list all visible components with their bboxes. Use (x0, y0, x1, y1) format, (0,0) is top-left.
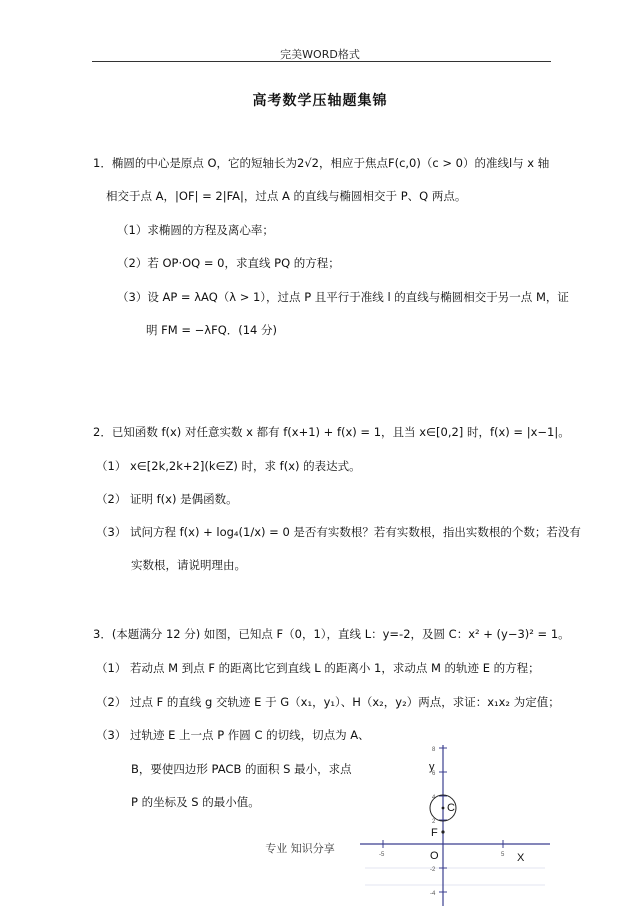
x-tick-label: 5 (501, 852, 505, 858)
circle-center-point (442, 807, 445, 810)
grid-lines (365, 868, 545, 885)
p1-line-2: 相交于点 A，|OF| = 2|FA|，过点 A 的直线与椭圆相交于 P、Q 两点。 (106, 189, 467, 203)
y-tick-label: 4 (432, 795, 436, 801)
p2-item-3-cont: 实数根，请说明理由。 (131, 558, 246, 572)
p1-line-1: 1．椭圆的中心是原点 O，它的短轴长为2√2，相应于焦点F(c,0)（c > 0）的准线l与 x 轴 (93, 156, 550, 170)
p3-item-2: （2） 过点 F 的直线 g 交轨迹 E 于 G（x₁，y₁）、H（x₂，y₂）两点，求证：x₁x₂ 为定值； (96, 695, 560, 709)
y-tick-label: 8 (432, 747, 436, 753)
y-tick-label: -2 (430, 867, 436, 873)
origin-label: O (430, 850, 439, 862)
p2-item-3: （3） 试问方程 f(x) + log₄(1/x) = 0 是否有实数根？若有实数根，指出实数根的个数；若没有 (96, 525, 581, 539)
p1-item-3: （3）设 AP = λAQ（λ > 1），过点 P 且平行于准线 l 的直线与椭圆相交于另一点 M，证 (117, 290, 569, 304)
y-tick-label: -4 (430, 891, 436, 897)
p3-item-3-cont-2: P 的坐标及 S 的最小值。 (131, 795, 260, 809)
y-tick-label: 2 (432, 819, 436, 825)
focus-point (441, 830, 444, 833)
y-tick-label: 6 (432, 771, 436, 777)
page-title: 高考数学压轴题集锦 (252, 93, 388, 109)
p2-line-1: 2．已知函数 f(x) 对任意实数 x 都有 f(x+1) + f(x) = 1，且当 x∈[0,2] 时，f(x) = |x−1|。 (93, 425, 570, 439)
x-axis-label: X (517, 852, 525, 864)
p1-item-3-cont: 明 FM = −λFQ．(14 分) (146, 323, 278, 337)
p1-item-2: （2）若 OP·OQ = 0，求直线 PQ 的方程； (117, 256, 340, 270)
p2-item-2: （2） 证明 f(x) 是偶函数。 (96, 492, 238, 506)
header-rule (92, 61, 551, 62)
header-text: 完美WORD格式 (280, 48, 360, 61)
p3-item-1: （1） 若动点 M 到点 F 的距离比它到直线 L 的距离小 1，求动点 M 的轨迹 E 的方程； (96, 661, 540, 675)
p3-item-3-cont-1: B，要使四边形 PACB 的面积 S 最小，求点 (131, 762, 352, 776)
p3-item-3: （3） 过轨迹 E 上一点 P 作圆 C 的切线，切点为 A、 (96, 728, 370, 742)
circle-label: C (447, 802, 455, 814)
focus-label: F (431, 827, 438, 839)
footer-text: 专业 知识分享 (265, 842, 335, 855)
coordinate-figure (355, 740, 555, 906)
p1-item-1: （1）求椭圆的方程及离心率； (117, 223, 274, 237)
p2-item-1: （1） x∈[2k,2k+2](k∈Z) 时，求 f(x) 的表达式。 (96, 459, 361, 473)
y-axis-label: y (429, 761, 435, 773)
x-tick-label: -5 (379, 852, 385, 858)
p3-line-1: 3．(本题满分 12 分) 如图，已知点 F（0，1），直线 L：y=-2，及圆 C：x² + (y−3)² = 1。 (93, 627, 570, 641)
